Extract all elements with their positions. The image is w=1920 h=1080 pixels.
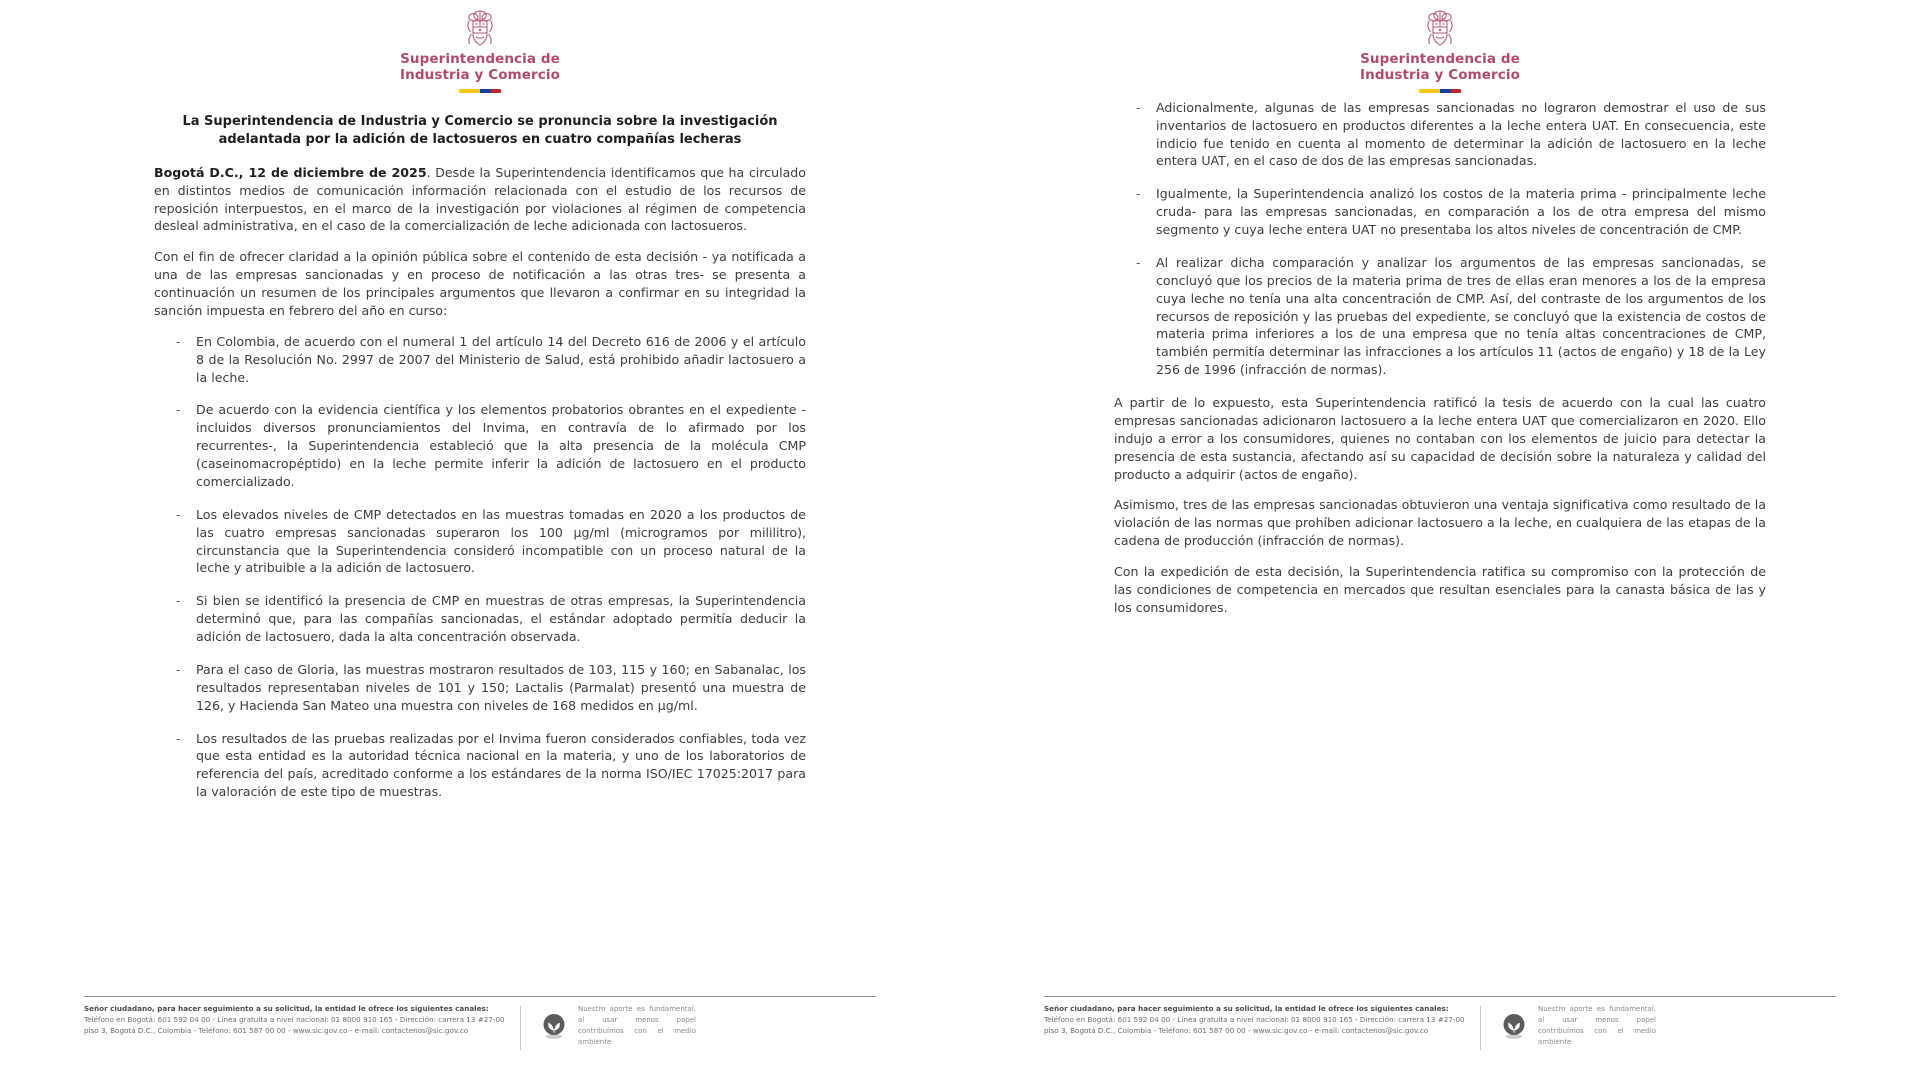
list-item: - En Colombia, de acuerdo con el numeral 1 del artículo 14 del Decreto 616 de 2006 y el artículo 8 de la Resolución No. 2997 de 2007 del Ministerio de Salud, está prohibido añadir lactosuero a la leche.: [154, 333, 806, 387]
leaf-icon: [1499, 1011, 1529, 1041]
brand-line-2: Industria y Comercio: [1360, 66, 1520, 83]
footer-contact-block: [1044, 1004, 1474, 1037]
footer-page-2: [960, 996, 1920, 1052]
leaf-icon: [539, 1011, 569, 1041]
flag-stripe-red: [1451, 89, 1462, 93]
page-1-body: [154, 93, 806, 801]
list-item: - Los resultados de las pruebas realizadas por el Invima fueron considerados confiables, toda vez que esta entidad es la autoridad técnica nacional en la materia, y uno de los laboratorios de referencia del país, acreditado conforme a los estándares de la norma ISO/IEC 17025:2017 para la valoración de este tipo de muestras.: [154, 730, 806, 802]
brand-wordmark: [1360, 52, 1520, 84]
footer-eco-text: Nuestro aporte es fundamental, al usar menos papel contribuímos con el medio ambiente: [1538, 1005, 1656, 1046]
closing-paragraph-2: Asimismo, tres de las empresas sancionadas obtuvieron una ventaja significativa como resultado de la violación de las normas que prohíben adicionar lactosuero a la leche, en cualquiera de las etapas de la cadena de producción (infracción de normas).: [1114, 497, 1766, 549]
footer-contact-rest: Teléfono en Bogotá: 601 592 04 00 - Línea gratuita a nivel nacional: 01 8000 910 165 - Dirección: carrera 13 #27-00 piso 3, Bogotá D.C., Colombia - Teléfono: 601 587 00 00 - www.sic.gov.co - e-mail: contactenos@sic.gov.co: [84, 1014, 505, 1035]
footer-page-1: [0, 996, 960, 1052]
list-item: - Si bien se identificó la presencia de CMP en muestras de otras empresas, la Superintendencia determinó que, para las compañías sancionadas, el estándar adoptado permitía deducir la adición de lactosuero, dada la alta concentración observada.: [154, 592, 806, 646]
brand-line-1: Superintendencia de: [400, 51, 560, 67]
footer-eco-text: Nuestro aporte es fundamental, al usar menos papel contribuímos con el medio ambiente: [578, 1005, 696, 1046]
footer-contact-lead: Señor ciudadano, para hacer seguimiento a su solicitud, la entidad le ofrece los siguientes canales:: [84, 1004, 489, 1013]
list-item: - Igualmente, la Superintendencia analizó los costos de la materia prima - principalmente leche cruda- para las empresas sancionadas, en comparación a los de otra empresa del mismo segmento y cuya leche entera UAT no presentaba los altos niveles de concentración de CMP.: [1114, 185, 1766, 239]
brand-line-1: Superintendencia de: [1360, 51, 1520, 67]
letterhead-page-1: [0, 0, 960, 93]
argument-list-page-2: [1114, 99, 1766, 379]
colombia-flag-rule: [1419, 89, 1461, 93]
footer-contact-lead: Señor ciudadano, para hacer seguimiento a su solicitud, la entidad le ofrece los siguientes canales:: [1044, 1004, 1449, 1013]
closing-paragraph-1: A partir de lo expuesto, esta Superintendencia ratificó la tesis de acuerdo con la cual las cuatro empresas sancionadas adicionaron lactosuero a la leche entera UAT que comercializaron en 2020. Ello indujo a error a los consumidores, quienes no contaban con los elementos de juicio para detectar la presencia de esta sustancia, afectando así su capacidad de decisión sobre la naturaleza y calidad del producto a adquirir (actos de engaño).: [1114, 395, 1766, 482]
flag-stripe-yellow: [459, 89, 480, 93]
footer-divider: [84, 996, 876, 997]
closing-paragraph-3: Con la expedición de esta decisión, la Superintendencia ratifica su compromiso con la protección de las condiciones de competencia en mercados que resultan esenciales para la canasta básica de las y los consumidores.: [1114, 564, 1766, 615]
list-item: - Los elevados niveles de CMP detectados en las muestras tomadas en 2020 a los productos de las cuatro empresas sancionadas superaron los 100 µg/ml (microgramos por mililitro), circunstancia que la Superintendencia consideró incompatible con un proceso natural de la leche y atribuible a la adición de lactosuero.: [154, 506, 806, 578]
flag-stripe-blue: [1440, 89, 1451, 93]
footer-contact-rest: Teléfono en Bogotá: 601 592 04 00 - Línea gratuita a nivel nacional: 01 8000 910 165 - Dirección: carrera 13 #27-00 piso 3, Bogotá D.C., Colombia - Teléfono: 601 587 00 00 - www.sic.gov.co - e-mail: contactenos@sic.gov.co: [1044, 1014, 1465, 1035]
page-2-body: [1114, 93, 1766, 617]
document-title: La Superintendencia de Industria y Comercio se pronuncia sobre la investigación adelantada por la adición de lactosueros en cuatro compañías lecheras: [182, 113, 778, 148]
flag-stripe-blue: [480, 89, 491, 93]
list-item: - De acuerdo con la evidencia científica y los elementos probatorios obrantes en el expediente -incluidos diversos pronunciamientos del Invima, en contravía de lo afirmado por los recurrentes-, la Superintendencia estableció que la alta presencia de la molécula CMP (caseinomacropéptido) en la leche permite inferir la adición de lactosuero en el producto comercializado.: [154, 401, 806, 490]
flag-stripe-yellow: [1419, 89, 1440, 93]
footer-eco-block: [1499, 1004, 1656, 1047]
brand-wordmark: [400, 52, 560, 84]
intro-paragraph-2: Con el fin de ofrecer claridad a la opinión pública sobre el contenido de esta decisión - ya notificada a una de las empresas sancionadas y en proceso de notificación a las otras tres- se presenta a continuación un resumen de los principales argumentos que llevaron a confirmar en su integridad la sanción impuesta en febrero del año en curso:: [154, 249, 806, 318]
coat-of-arms-icon: [463, 8, 497, 48]
flag-stripe-red: [491, 89, 502, 93]
list-item: - Al realizar dicha comparación y analizar los argumentos de las empresas sancionadas, se concluyó que los precios de la materia prima de tres de ellas eran menores a los de la empresa cuya leche no tenía una alta concentración de CMP. Así, del contraste de los argumentos de los recursos de reposición y las pruebas del expediente, se concluyó que la existencia de costos de materia prima inferiores a los de una empresa que no tenía altas concentraciones de CMP, también permitía determinar las infracciones a los artículos 11 (actos de engaño) y 18 de la Ley 256 de 1996 (infracción de normas).: [1114, 254, 1766, 379]
dateline: Bogotá D.C., 12 de diciembre de 2025: [154, 164, 427, 180]
footer-vertical-rule: [1480, 1006, 1481, 1050]
colombia-flag-rule: [459, 89, 501, 93]
footer-vertical-rule: [520, 1006, 521, 1050]
intro-paragraph-1-rest: . Desde la Superintendencia identificamos que ha circulado en distintos medios de comunicación información relacionada con el estudio de los recursos de reposición interpuestos, en el marco de la investigación por violaciones al régimen de competencia desleal administrativa, en el caso de la comercialización de leche adicionada con lactosueros.: [154, 164, 806, 234]
list-item: - Para el caso de Gloria, las muestras mostraron resultados de 103, 115 y 160; en Sabanalac, los resultados representaban niveles de 101 y 150; Lactalis (Parmalat) presentó una muestra de 126, y Hacienda San Mateo una muestra con niveles de 168 medidos en µg/ml.: [154, 661, 806, 715]
coat-of-arms-icon: [1423, 8, 1457, 48]
footer-eco-block: [539, 1004, 696, 1047]
page-2: [960, 0, 1920, 1080]
brand-line-2: Industria y Comercio: [400, 66, 560, 83]
list-item: - Adicionalmente, algunas de las empresas sancionadas no lograron demostrar el uso de sus inventarios de lactosuero en productos diferentes a la leche entera UAT. En consecuencia, este indicio fue tenido en cuenta al momento de determinar la adición de lactosuero en la leche entera UAT, en el caso de dos de las empresas sancionadas.: [1114, 99, 1766, 171]
footer-contact-block: [84, 1004, 514, 1037]
letterhead-page-2: [960, 0, 1920, 93]
intro-paragraph-1: [154, 164, 806, 236]
argument-list-page-1: [154, 333, 806, 801]
footer-divider: [1044, 996, 1836, 997]
